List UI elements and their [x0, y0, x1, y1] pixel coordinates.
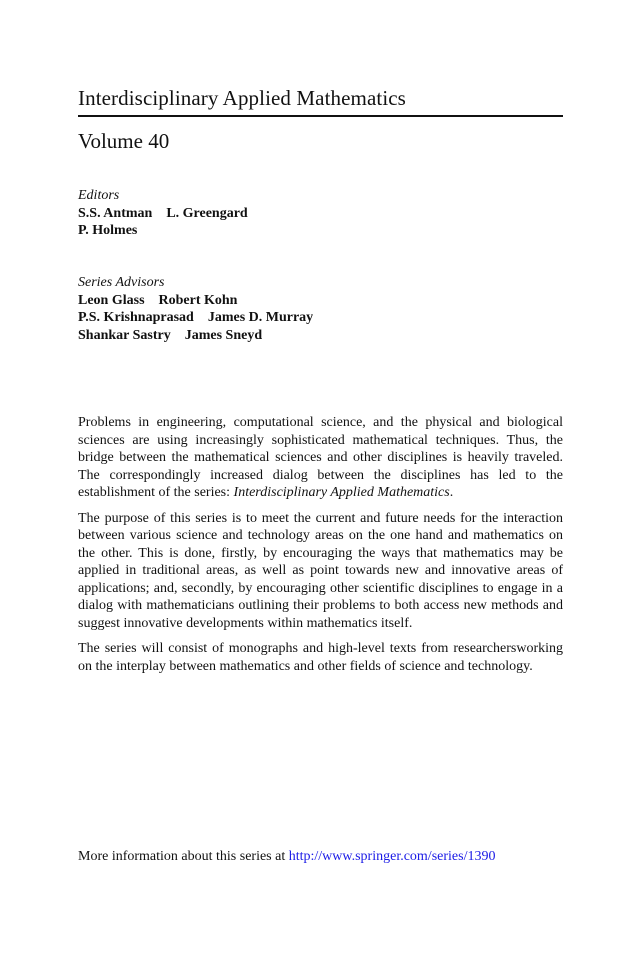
editors-row	[78, 205, 248, 223]
advisors-row	[78, 292, 313, 310]
editor-name: P. Holmes	[78, 223, 138, 238]
advisor-name: James D. Murray	[207, 310, 314, 325]
editors-row	[78, 222, 248, 240]
paragraph-intro-end: .	[449, 485, 454, 500]
advisors-label: Series Advisors	[78, 275, 165, 290]
paragraph-purpose: The purpose of this series is to meet the current and future needs for the interaction between various science and technology areas on the one hand and mathematics on the other. This is done, firstly, by encouraging the ways that mathematics may be applied in traditional areas, as well as point towards new and innovative areas of applications; and, secondly, by encouraging other scientific disciplines to engage in a dialog with mathematicians outlining their problems to both access new methods and suggest innovative developments within mathematics itself.	[78, 510, 563, 631]
series-description	[78, 414, 563, 683]
paragraph-scope: The series will consist of monographs and high-level texts from researchersworking on the interplay between mathematics and other fields of science and technology.	[78, 641, 563, 674]
advisor-name: P.S. Krishnaprasad	[78, 310, 194, 325]
editor-name: L. Greengard	[166, 205, 248, 221]
advisor-name: Robert Kohn	[158, 292, 238, 308]
advisor-name: James Sneyd	[184, 327, 263, 343]
advisors-row	[78, 309, 313, 327]
advisors-section	[78, 274, 313, 344]
more-info-footer	[78, 848, 495, 866]
advisor-name: Leon Glass	[78, 292, 145, 308]
more-info-text: More information about this series at	[78, 849, 289, 864]
series-name-italic: Interdisciplinary Applied Mathematics	[233, 485, 450, 500]
series-title: Interdisciplinary Applied Mathematics	[78, 86, 406, 110]
editors-section	[78, 187, 248, 240]
advisors-row	[78, 327, 313, 345]
paragraph-intro	[78, 414, 563, 502]
editors-label: Editors	[78, 188, 120, 203]
advisor-name: Shankar Sastry	[78, 327, 171, 343]
editor-name: S.S. Antman	[78, 205, 153, 221]
volume-number: Volume 40	[78, 129, 170, 153]
paragraph-intro-text: Problems in engineering, computational science, and the physical and biological sciences are using increasingly sophisticated mathematical techniques. Thus, the bridge between the mathematical sciences and other disciplines is heavily traveled. The correspondingly increased dialog between the disciplines has led to the establishment of the series:	[78, 415, 563, 500]
title-rule	[78, 115, 563, 117]
series-link[interactable]: http://www.springer.com/series/1390	[288, 849, 496, 864]
